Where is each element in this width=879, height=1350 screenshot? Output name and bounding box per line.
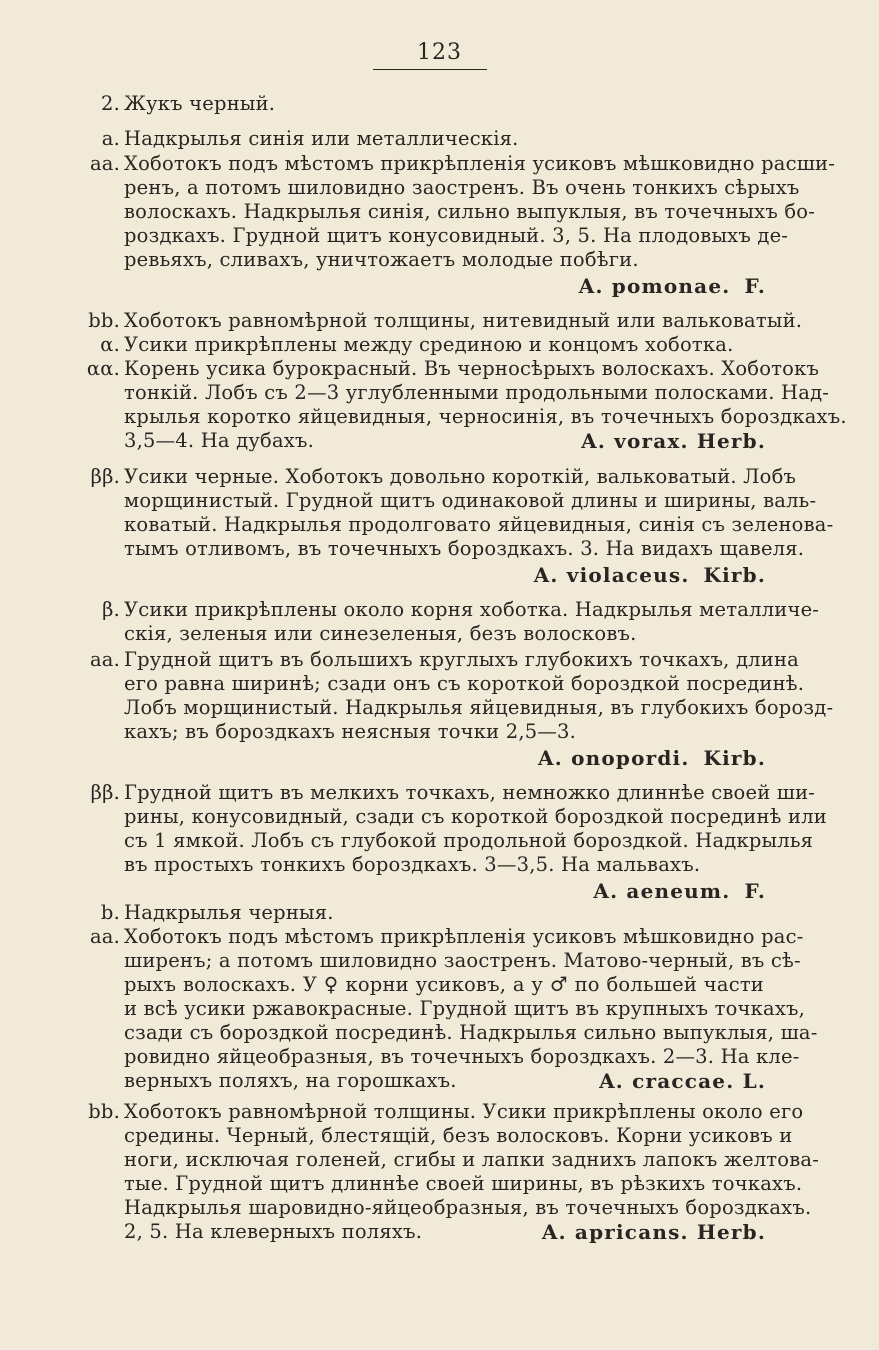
text-line — [80, 1045, 800, 1069]
line-text: средины. Черный, блестящій, безъ волосковъ. Корни усиковъ и — [124, 1124, 793, 1147]
page-number: 123 — [417, 40, 462, 65]
key-marker: aa. — [89, 152, 120, 175]
line-text: Надкрылья черныя. — [124, 901, 334, 924]
key-marker: ββ. — [90, 465, 120, 488]
key-entry — [80, 925, 818, 1093]
line-text: его равна ширинѣ; сзади онъ съ короткой бороздкой посрединѣ. — [124, 672, 805, 695]
line-text: Жукъ черный. — [124, 92, 276, 115]
line-text: Лобъ морщинистый. Надкрылья яйцевидныя, въ глубокихъ борозд- — [124, 696, 834, 719]
line-text: роздкахъ. Грудной щитъ конусовидный. 3, 5. На плодовыхъ де- — [124, 224, 789, 247]
species-name — [80, 272, 780, 300]
species-binomial: A. craccae. — [599, 1069, 735, 1093]
line-text: сзади съ бороздкой посрединѣ. Надкрылья сильно выпуклыя, ша- — [124, 1021, 818, 1044]
text-line — [80, 925, 804, 949]
line-text: кахъ; въ бороздкахъ неясныя точки 2,5—3. — [124, 720, 577, 743]
line-text: ноги, исключая голеней, сгибы и лапки заднихъ лапокъ желтова- — [124, 1148, 820, 1171]
species-author: Herb. — [696, 1220, 766, 1244]
line-text: ренъ, а потомъ шиловидно заостренъ. Въ очень тонкихъ сѣрыхъ — [124, 176, 800, 199]
text-line — [80, 489, 817, 513]
text-line — [80, 465, 797, 489]
key-marker: a. — [101, 127, 120, 150]
text-line — [80, 92, 780, 116]
text-line — [80, 1172, 803, 1196]
text-line — [80, 997, 806, 1021]
line-text: Хоботокъ подъ мѣстомъ прикрѣпленія усиковъ мѣшковидно рас- — [124, 925, 804, 948]
species-binomial: A. pomonae. — [578, 274, 731, 298]
line-text: морщинистый. Грудной щитъ одинаковой длины и ширины, валь- — [124, 489, 817, 512]
text-line — [80, 429, 780, 453]
text-line — [80, 672, 805, 696]
species-author: Kirb. — [703, 563, 766, 587]
key-marker: α. — [100, 333, 120, 356]
text-line — [80, 333, 780, 357]
text-line — [80, 973, 780, 997]
species-author: Kirb. — [703, 746, 766, 770]
species-name — [599, 1069, 766, 1093]
key-marker: β. — [102, 598, 120, 621]
text-line — [80, 1100, 804, 1124]
text-line — [80, 513, 834, 537]
text-line — [80, 200, 816, 224]
key-marker: bb. — [88, 309, 120, 332]
text-line — [80, 224, 789, 248]
line-text: рыхъ волоскахъ. У ♀ корни усиковъ, а у ♂ по большей части — [124, 973, 764, 996]
text-line — [80, 176, 800, 200]
text-line — [80, 1220, 780, 1244]
text-line — [80, 648, 799, 672]
line-text: и всѣ усики ржавокрасные. Грудной щитъ въ крупныхъ точкахъ, — [124, 997, 806, 1020]
key-entry — [80, 465, 834, 589]
key-marker: αα. — [86, 357, 120, 380]
line-text: тымъ отливомъ, въ точечныхъ бороздкахъ. 3. На видахъ щавеля. — [124, 537, 805, 560]
text-line — [80, 781, 816, 805]
line-text: скія, зеленыя или синезеленыя, безъ волосковъ. — [124, 622, 637, 645]
text-line — [80, 829, 814, 853]
species-author: F. — [744, 879, 766, 903]
text-line — [80, 853, 780, 877]
text-line — [80, 357, 820, 381]
text-line — [80, 405, 847, 429]
key-marker: b. — [100, 901, 120, 924]
line-text: Хоботокъ равномѣрной толщины. Усики прикрѣплены около его — [124, 1100, 804, 1123]
key-marker: aa. — [89, 925, 120, 948]
key-entry — [80, 127, 780, 151]
line-text: Хоботокъ равномѣрной толщины, нитевидный или вальковатый. — [124, 309, 803, 332]
text-line — [80, 622, 780, 646]
key-entry — [80, 309, 803, 333]
species-name — [80, 561, 780, 589]
key-entry — [80, 152, 836, 300]
header-rule — [373, 69, 487, 70]
line-text: Хоботокъ подъ мѣстомъ прикрѣпленія усиковъ мѣшковидно расши- — [124, 152, 836, 175]
line-text: Надкрылья шаровидно-яйцеобразныя, въ точечныхъ бороздкахъ. — [124, 1196, 812, 1219]
key-marker: bb. — [88, 1100, 120, 1123]
species-binomial: A. apricans. — [541, 1220, 689, 1244]
text-line — [80, 901, 780, 925]
line-text: Усики прикрѣплены около корня хоботка. Надкрылья металличе- — [124, 598, 820, 621]
line-text: 3,5—4. На дубахъ. — [124, 429, 314, 452]
line-text: въ простыхъ тонкихъ бороздкахъ. 3—3,5. На мальвахъ. — [124, 853, 701, 876]
line-text: ширенъ; а потомъ шиловидно заостренъ. Матово-черный, въ сѣ- — [124, 949, 801, 972]
text-line — [80, 696, 834, 720]
species-name — [542, 1220, 766, 1244]
line-text: крылья коротко яйцевидныя, черносинія, въ точечныхъ бороздкахъ. — [124, 405, 847, 428]
text-line — [80, 1021, 818, 1045]
text-line — [80, 598, 820, 622]
line-text: волоскахъ. Надкрылья синія, сильно выпуклыя, въ точечныхъ бо- — [124, 200, 816, 223]
species-name — [581, 429, 766, 453]
key-marker: ββ. — [90, 781, 120, 804]
line-text: Надкрылья синія или металлическія. — [124, 127, 519, 150]
line-text: Усики прикрѣплены между срединою и концомъ хоботка. — [124, 333, 734, 356]
line-text: съ 1 ямкой. Лобъ съ глубокой продольной бороздкой. Надкрылья — [124, 829, 814, 852]
text-line — [80, 805, 828, 829]
text-line — [80, 1124, 793, 1148]
text-line — [80, 1069, 780, 1093]
text-line — [80, 248, 780, 272]
line-text: тые. Грудной щитъ длиннѣе своей ширины, въ рѣзкихъ точкахъ. — [124, 1172, 803, 1195]
text-line — [80, 152, 836, 176]
line-text: ревьяхъ, сливахъ, уничтожаетъ молодые побѣги. — [124, 248, 639, 271]
text-line — [80, 127, 780, 151]
species-author: L. — [742, 1069, 766, 1093]
key-entry — [80, 598, 820, 646]
text-line — [80, 309, 803, 333]
species-binomial: A. onopordi. — [538, 746, 690, 770]
line-text: Грудной щитъ въ мелкихъ точкахъ, немножко длиннѣе своей ши- — [124, 781, 816, 804]
key-marker: aa. — [89, 648, 120, 671]
species-binomial: A. violaceus. — [533, 563, 690, 587]
line-text: 2, 5. На клеверныхъ поляхъ. — [124, 1220, 423, 1243]
key-entry — [80, 357, 847, 453]
species-author: F. — [744, 274, 766, 298]
species-name — [80, 744, 780, 772]
line-text: Корень усика бурокрасный. Въ черносѣрыхъ волоскахъ. Хоботокъ — [124, 357, 820, 380]
species-binomial: A. aeneum. — [593, 879, 731, 903]
key-entry — [80, 781, 828, 905]
line-text: Усики черные. Хоботокъ довольно короткій, вальковатый. Лобъ — [124, 465, 797, 488]
species-author: Herb. — [696, 429, 766, 453]
text-line — [80, 1148, 820, 1172]
text-line — [80, 537, 805, 561]
key-marker: 2. — [100, 92, 120, 115]
key-entry — [80, 333, 780, 357]
text-line — [80, 720, 780, 744]
line-text: тонкій. Лобъ съ 2—3 углубленными продольными полосками. Над- — [124, 381, 830, 404]
text-line — [80, 1196, 812, 1220]
key-entry — [80, 901, 780, 925]
key-entry — [80, 648, 834, 772]
line-text: ровидно яйцеобразныя, въ точечныхъ бороздкахъ. 2—3. На кле- — [124, 1045, 800, 1068]
species-binomial: A. vorax. — [581, 429, 689, 453]
key-entry — [80, 1100, 820, 1244]
key-entry — [80, 92, 780, 116]
line-text: коватый. Надкрылья продолговато яйцевидныя, синія съ зеленова- — [124, 513, 834, 536]
text-line — [80, 949, 801, 973]
line-text: верныхъ поляхъ, на горошкахъ. — [124, 1069, 457, 1092]
text-line — [80, 381, 830, 405]
line-text: Грудной щитъ въ большихъ круглыхъ глубокихъ точкахъ, длина — [124, 648, 799, 671]
line-text: рины, конусовидный, сзади съ короткой бороздкой посрединѣ или — [124, 805, 828, 828]
